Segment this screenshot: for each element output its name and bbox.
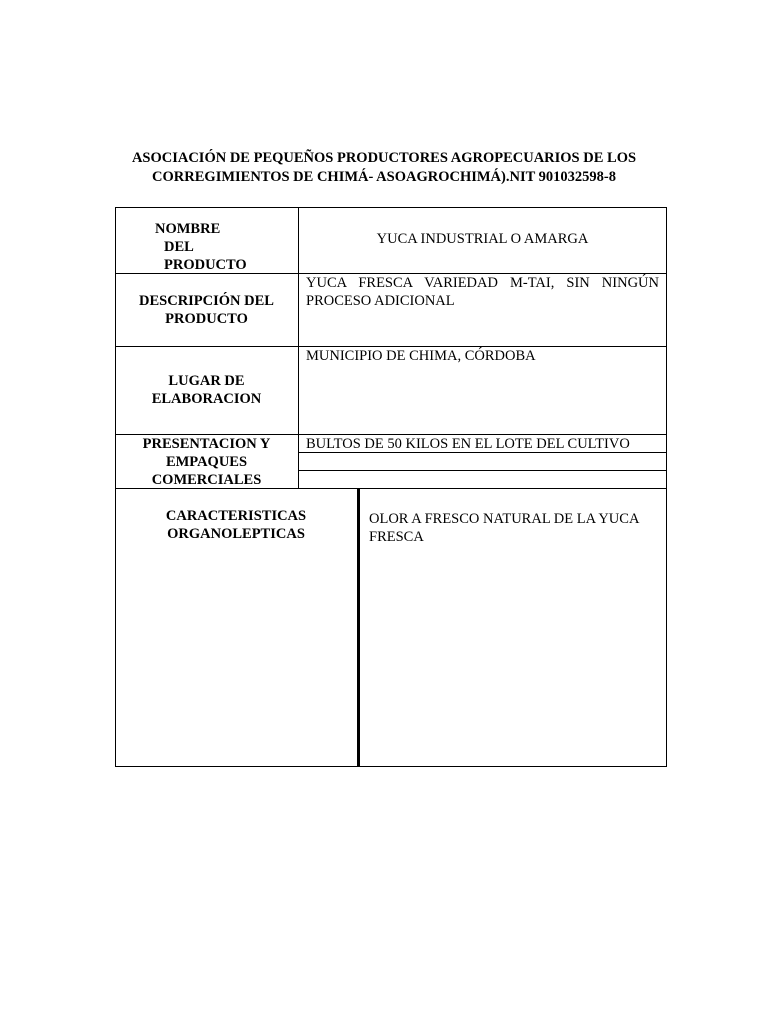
organoleptic-value (369, 510, 661, 546)
label-line: EMPAQUES (165, 454, 248, 470)
product-description-label (115, 292, 298, 328)
label-line: PRODUCTO (165, 311, 248, 327)
title-line-2: CORREGIMIENTOS DE CHIMÁ- ASOAGROCHIMÁ).NIT 901032598-8 (152, 169, 616, 185)
production-place-value: MUNICIPIO DE CHIMA, CÓRDOBA (306, 348, 536, 364)
title-line-1: ASOCIACIÓN DE PEQUEÑOS PRODUCTORES AGROPECUARIOS DE LOS (131, 150, 637, 166)
label-line: PRODUCTO (164, 257, 247, 273)
value-line: YUCA FRESCA VARIEDAD M-TAI, SIN NINGÚN (306, 275, 659, 291)
product-description-value (306, 274, 659, 310)
page-title (110, 149, 658, 187)
organoleptic-column-divider (357, 488, 360, 767)
value-line: PROCESO ADICIONAL (306, 293, 455, 309)
label-line: ORGANOLEPTICAS (167, 526, 305, 542)
label-line: NOMBRE (155, 221, 221, 237)
presentation-subrow-2 (298, 470, 667, 471)
label-line: ELABORACION (151, 391, 262, 407)
product-name-label (155, 220, 247, 274)
production-place-label (115, 372, 298, 408)
label-line: LUGAR DE (168, 373, 245, 389)
label-line: CARACTERISTICAS (165, 508, 307, 524)
value-line: OLOR A FRESCO NATURAL DE LA YUCA (369, 511, 640, 527)
organoleptic-label (115, 507, 357, 543)
product-name-value: YUCA INDUSTRIAL O AMARGA (376, 231, 589, 247)
column-divider (298, 207, 299, 489)
label-line: COMERCIALES (151, 472, 262, 488)
value-line: FRESCA (369, 529, 424, 545)
presentation-label (115, 435, 298, 489)
label-line: PRESENTACION Y (142, 436, 271, 452)
presentation-value: BULTOS DE 50 KILOS EN EL LOTE DEL CULTIVO (306, 436, 630, 452)
label-line: DESCRIPCIÓN DEL (139, 293, 274, 309)
label-line: DEL (164, 239, 194, 255)
